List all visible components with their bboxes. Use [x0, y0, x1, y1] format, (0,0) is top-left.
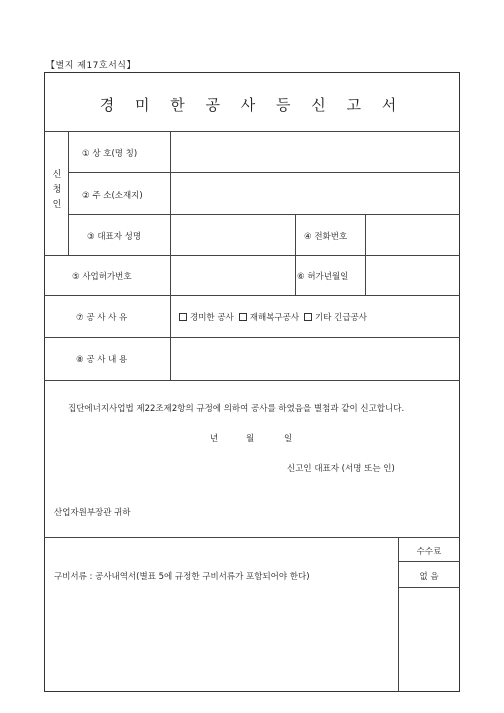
construction-content-label: ⑧ 공 사 내 용 — [76, 355, 128, 365]
trade-name-field[interactable] — [172, 133, 458, 171]
applicant-char-3: 인 — [52, 200, 62, 210]
form-title: 경 미 한 공 사 등 신 고 서 — [99, 96, 405, 114]
date-day: 일 — [284, 434, 293, 444]
addressee: 산업자원부장관 귀하 — [54, 508, 131, 518]
reason-option-minor-label: 경미한 공사 — [190, 313, 234, 323]
fee-label: 수수료 — [416, 547, 442, 557]
divider-applicant-col — [68, 131, 69, 255]
applicant-char-2: 청 — [52, 185, 62, 195]
trade-name-label: ① 상 호(명 칭) — [82, 149, 138, 159]
form-number-label: 【별지 제17호서식】 — [46, 61, 136, 71]
phone-label: ④ 전화번호 — [304, 232, 348, 242]
checkbox-icon — [179, 313, 187, 321]
reason-option-minor[interactable] — [179, 311, 234, 323]
address-label: ② 주 소(소재지) — [82, 191, 143, 201]
reason-option-disaster-label: 재해복구공사 — [249, 313, 300, 323]
reason-option-emergency[interactable] — [304, 311, 367, 323]
checkbox-icon — [304, 313, 312, 321]
signature-line: 신고인 대표자 (서명 또는 인) — [287, 464, 395, 474]
divider-row1 — [68, 172, 460, 173]
divider-right-col — [365, 214, 366, 295]
applicant-char-1: 신 — [52, 170, 62, 180]
date-year: 년 — [210, 434, 219, 444]
construction-reason-label: ⑦ 공 사 사 유 — [76, 313, 128, 323]
permit-number-label: ⑤ 사업허가번호 — [72, 272, 132, 282]
reason-option-disaster[interactable] — [239, 311, 299, 323]
construction-content-field[interactable] — [172, 339, 458, 379]
declaration-text: 집단에너지사업법 제22조제2항의 규정에 의하여 공사를 하였음을 별첨과 같이 신고합니다. — [68, 404, 405, 414]
divider-row3 — [44, 255, 460, 256]
phone-field[interactable] — [367, 216, 459, 254]
permit-date-field[interactable] — [367, 257, 459, 294]
divider-fee-bottom — [398, 587, 460, 588]
attachments-note: 구비서류 : 공사내역서(별표 5에 규정한 구비서류가 포함되어야 한다) — [54, 572, 310, 582]
divider-fee — [398, 561, 460, 562]
divider-mid-col — [295, 214, 296, 295]
construction-reason-options — [179, 311, 372, 323]
checkbox-icon — [239, 313, 247, 321]
applicant-label — [52, 168, 62, 213]
representative-field[interactable] — [172, 216, 294, 254]
divider-row5 — [44, 337, 460, 338]
address-field[interactable] — [172, 174, 458, 213]
divider-label-col — [170, 131, 171, 380]
divider-title — [44, 131, 460, 132]
divider-fee-col — [398, 537, 399, 692]
permit-number-field[interactable] — [172, 257, 294, 294]
date-month: 월 — [246, 434, 255, 444]
permit-date-label: ⑥ 허가년월일 — [297, 272, 349, 282]
divider-row2 — [68, 214, 460, 215]
reason-option-emergency-label: 기타 긴급공사 — [315, 313, 368, 323]
divider-row4 — [44, 295, 460, 296]
divider-row6 — [44, 380, 460, 381]
fee-value: 없 음 — [419, 572, 439, 582]
representative-label: ③ 대표자 성명 — [87, 232, 142, 242]
